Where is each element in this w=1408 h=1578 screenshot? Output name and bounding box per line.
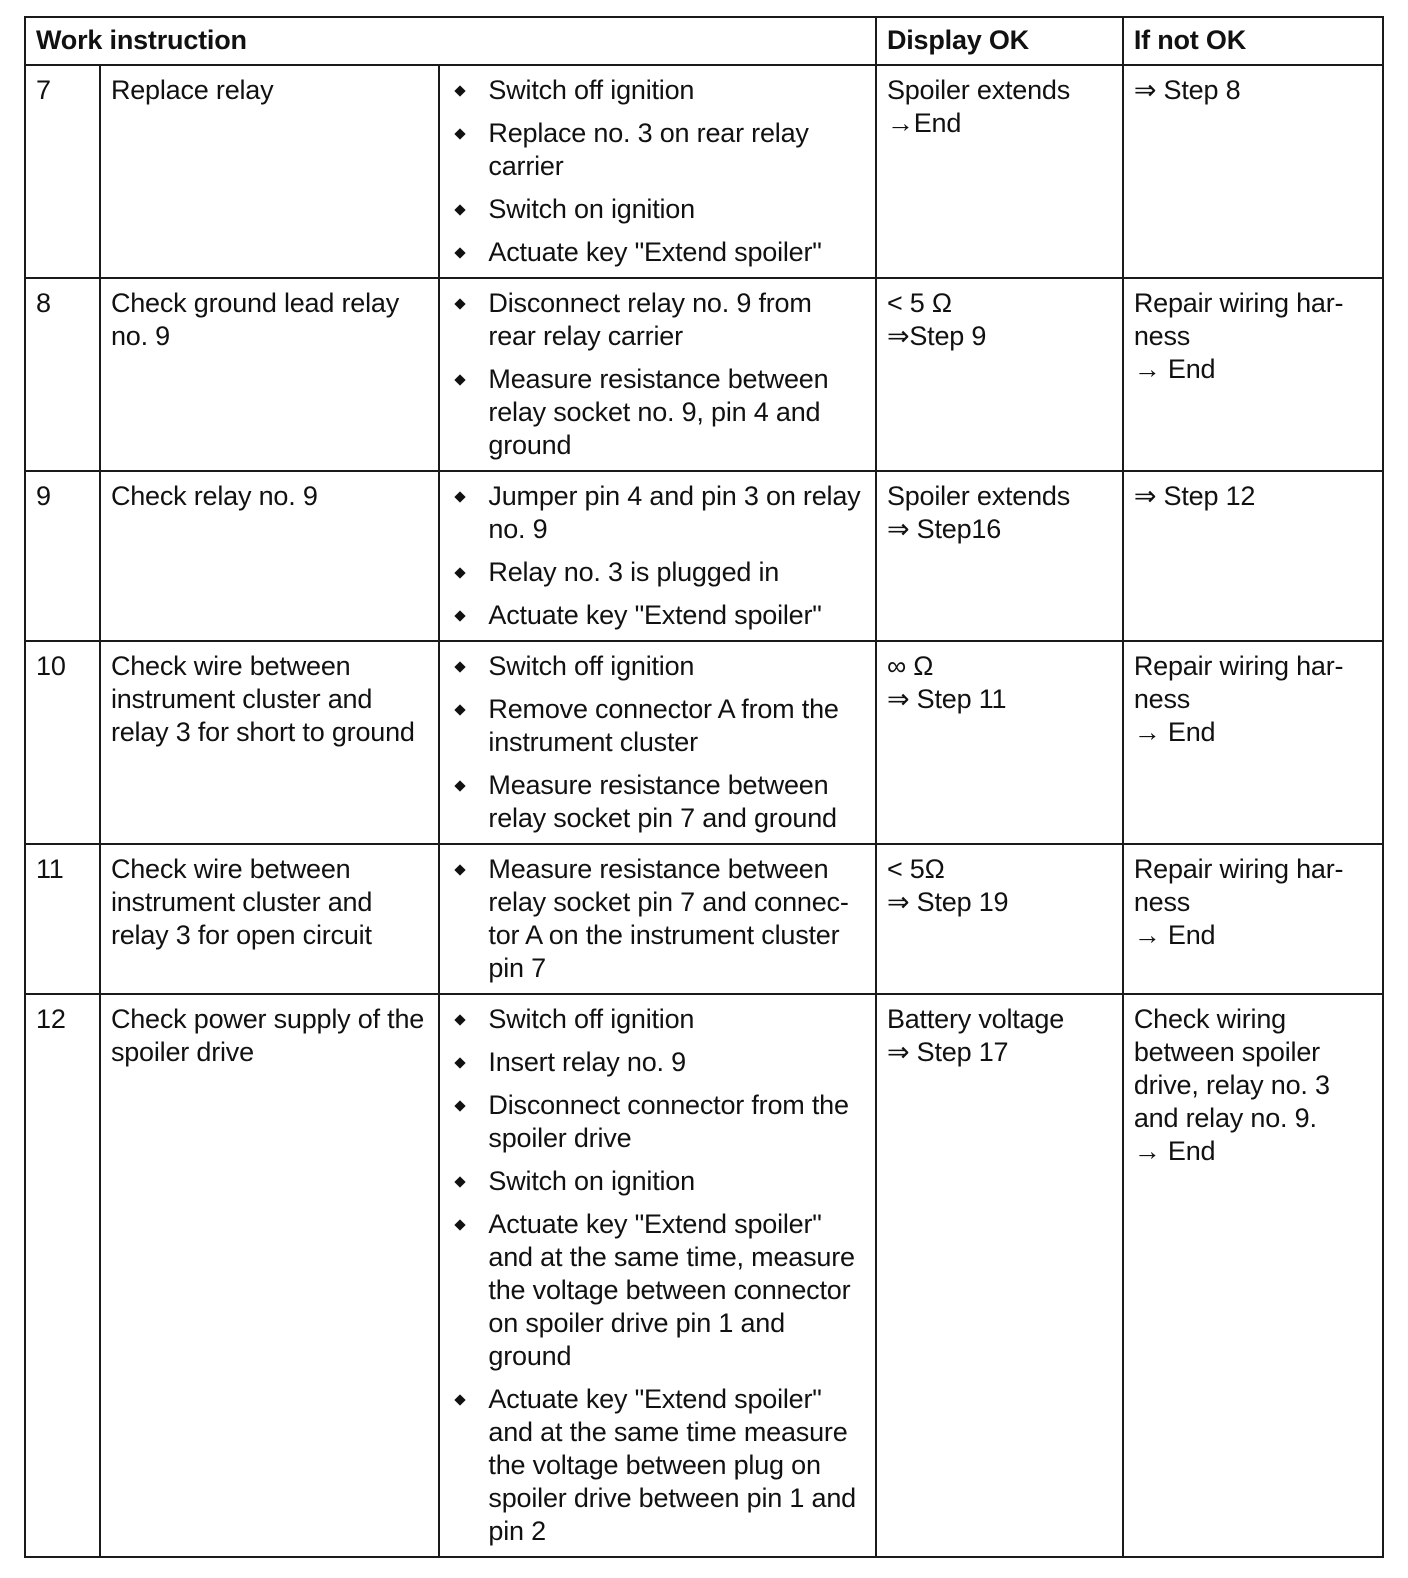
diamond-bullet-icon bbox=[455, 1176, 466, 1187]
diamond-bullet-icon bbox=[455, 298, 466, 309]
if-not-ok-cell: Repair wiring har- ness → End bbox=[1123, 641, 1383, 844]
table-row bbox=[25, 994, 1383, 1557]
table-row bbox=[25, 641, 1383, 844]
table-body bbox=[25, 65, 1383, 1557]
action-item bbox=[450, 236, 865, 269]
step-title: Check power supply of the spoiler drive bbox=[100, 994, 439, 1557]
table-row bbox=[25, 65, 1383, 278]
action-text: Actuate key "Extend spoiler" and at the same time, measure the voltage between connector on spoiler drive pin 1 and ground bbox=[488, 1209, 855, 1371]
diamond-bullet-icon bbox=[455, 1014, 466, 1025]
action-list bbox=[450, 853, 865, 985]
action-text: Disconnect connector from the spoiler drive bbox=[488, 1090, 849, 1153]
header-display-ok: Display OK bbox=[876, 17, 1123, 65]
action-item bbox=[450, 769, 865, 835]
display-ok-cell: Spoiler extends →End bbox=[876, 65, 1123, 278]
diamond-bullet-icon bbox=[455, 491, 466, 502]
action-text: Relay no. 3 is plugged in bbox=[488, 557, 780, 587]
step-number: 9 bbox=[25, 471, 100, 641]
action-text: Switch on ignition bbox=[488, 194, 695, 224]
action-text: Switch off ignition bbox=[488, 651, 695, 681]
if-not-ok-cell: Check wiring between spoiler drive, relay no. 3 and relay no. 9. → End bbox=[1123, 994, 1383, 1557]
diamond-bullet-icon bbox=[455, 1100, 466, 1111]
step-number: 11 bbox=[25, 844, 100, 994]
diamond-bullet-icon bbox=[455, 661, 466, 672]
display-ok-cell: < 5Ω ⇒ Step 19 bbox=[876, 844, 1123, 994]
header-row bbox=[25, 17, 1383, 65]
action-item bbox=[450, 287, 865, 353]
step-title: Check ground lead relay no. 9 bbox=[100, 278, 439, 471]
step-number: 12 bbox=[25, 994, 100, 1557]
action-text: Actuate key "Extend spoiler" bbox=[488, 237, 822, 267]
action-item bbox=[450, 1383, 865, 1548]
action-list bbox=[450, 287, 865, 462]
action-item bbox=[450, 1089, 865, 1155]
step-actions bbox=[439, 844, 876, 994]
action-item bbox=[450, 1165, 865, 1198]
display-ok-cell: Battery voltage ⇒ Step 17 bbox=[876, 994, 1123, 1557]
action-text: Actuate key "Extend spoiler" bbox=[488, 600, 822, 630]
action-item bbox=[450, 1046, 865, 1079]
step-actions bbox=[439, 641, 876, 844]
action-item bbox=[450, 650, 865, 683]
action-item bbox=[450, 193, 865, 226]
action-text: Disconnect relay no. 9 from rear relay carrier bbox=[488, 288, 812, 351]
diamond-bullet-icon bbox=[455, 1219, 466, 1230]
diamond-bullet-icon bbox=[455, 780, 466, 791]
action-text: Actuate key "Extend spoiler" and at the same time measure the voltage between plug on spoiler drive between pin 1 and pin 2 bbox=[488, 1384, 856, 1546]
diamond-bullet-icon bbox=[455, 864, 466, 875]
display-ok-cell: ∞ Ω ⇒ Step 11 bbox=[876, 641, 1123, 844]
table-row bbox=[25, 471, 1383, 641]
action-item bbox=[450, 599, 865, 632]
display-ok-cell: < 5 Ω ⇒Step 9 bbox=[876, 278, 1123, 471]
action-item bbox=[450, 1003, 865, 1036]
header-work-instruction: Work instruction bbox=[25, 17, 876, 65]
step-number: 10 bbox=[25, 641, 100, 844]
diamond-bullet-icon bbox=[455, 204, 466, 215]
action-list bbox=[450, 1003, 865, 1548]
step-actions bbox=[439, 471, 876, 641]
action-list bbox=[450, 650, 865, 835]
diamond-bullet-icon bbox=[455, 128, 466, 139]
action-text: Measure resistance between relay socket pin 7 and ground bbox=[488, 770, 837, 833]
diamond-bullet-icon bbox=[455, 374, 466, 385]
action-list bbox=[450, 74, 865, 269]
if-not-ok-cell: ⇒ Step 8 bbox=[1123, 65, 1383, 278]
diamond-bullet-icon bbox=[455, 704, 466, 715]
action-text: Replace no. 3 on rear relay carrier bbox=[488, 118, 809, 181]
diamond-bullet-icon bbox=[455, 85, 466, 96]
step-actions bbox=[439, 278, 876, 471]
step-title: Replace relay bbox=[100, 65, 439, 278]
action-text: Switch on ignition bbox=[488, 1166, 695, 1196]
action-text: Measure resistance between relay socket no. 9, pin 4 and ground bbox=[488, 364, 829, 460]
header-if-not-ok: If not OK bbox=[1123, 17, 1383, 65]
diamond-bullet-icon bbox=[455, 1394, 466, 1405]
step-number: 7 bbox=[25, 65, 100, 278]
diamond-bullet-icon bbox=[455, 567, 466, 578]
action-text: Switch off ignition bbox=[488, 1004, 695, 1034]
if-not-ok-cell: Repair wiring har- ness → End bbox=[1123, 844, 1383, 994]
step-title: Check wire between instrument cluster and relay 3 for short to ground bbox=[100, 641, 439, 844]
action-item bbox=[450, 117, 865, 183]
action-item bbox=[450, 74, 865, 107]
step-number: 8 bbox=[25, 278, 100, 471]
action-item bbox=[450, 556, 865, 589]
if-not-ok-cell: Repair wiring har- ness → End bbox=[1123, 278, 1383, 471]
step-title: Check wire between instrument cluster and relay 3 for open circuit bbox=[100, 844, 439, 994]
action-text: Jumper pin 4 and pin 3 on relay no. 9 bbox=[488, 481, 861, 544]
action-text: Switch off ignition bbox=[488, 75, 695, 105]
work-instruction-table bbox=[24, 16, 1384, 1558]
if-not-ok-cell: ⇒ Step 12 bbox=[1123, 471, 1383, 641]
action-list bbox=[450, 480, 865, 632]
step-title: Check relay no. 9 bbox=[100, 471, 439, 641]
action-text: Insert relay no. 9 bbox=[488, 1047, 686, 1077]
diamond-bullet-icon bbox=[455, 247, 466, 258]
diamond-bullet-icon bbox=[455, 610, 466, 621]
diamond-bullet-icon bbox=[455, 1057, 466, 1068]
action-item bbox=[450, 853, 865, 985]
table-row bbox=[25, 844, 1383, 994]
table-row bbox=[25, 278, 1383, 471]
step-actions bbox=[439, 65, 876, 278]
action-item bbox=[450, 1208, 865, 1373]
step-actions bbox=[439, 994, 876, 1557]
action-text: Remove connector A from the instrument cluster bbox=[488, 694, 839, 757]
action-item bbox=[450, 480, 865, 546]
action-item bbox=[450, 693, 865, 759]
action-item bbox=[450, 363, 865, 462]
table-header bbox=[25, 17, 1383, 65]
display-ok-cell: Spoiler extends ⇒ Step16 bbox=[876, 471, 1123, 641]
action-text: Measure resistance between relay socket pin 7 and connec-tor A on the instrument cluster pin 7 bbox=[488, 854, 849, 983]
